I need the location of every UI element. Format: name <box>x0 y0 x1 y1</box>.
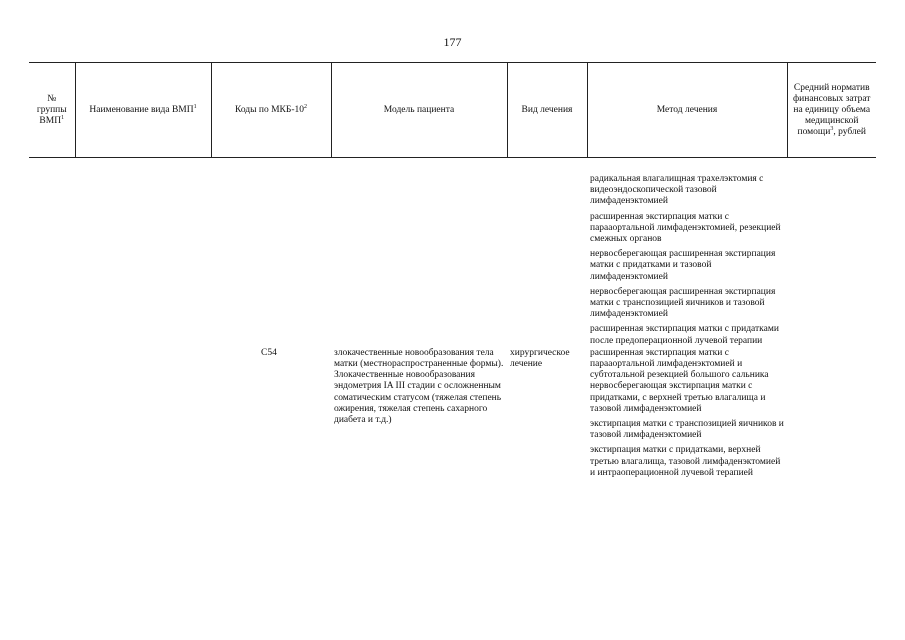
treatment-type-cell: хирургическое лечение <box>510 347 570 370</box>
table-row-top-methods <box>29 174 876 348</box>
page-number: 177 <box>443 35 462 49</box>
header-icd-codes: Коды по МКБ-$10^2$ <box>211 63 331 158</box>
method-item: расширенная экстирпация матки с придатками после предоперационной лучевой терапии <box>590 324 779 346</box>
method-item: нервосберегающая расширенная экстирпация матки с транспозицией яичников и тазовой лимфаденэктомией <box>590 286 776 320</box>
table-row-c54 <box>29 348 876 483</box>
method-item: нервосберегающая расширенная экстирпация матки с придатками и тазовой лимфаденэктомией <box>590 249 776 282</box>
patient-model-cell: злокачественные новообразования тела матки (местнораспространенные формы). Злокачественные новообразования эндометрия IA III стадии с осложненным соматическим статусом (тяжелая степень ожирения, тяжелая степень сахарного диабета и т.д.) <box>334 347 504 426</box>
method-item: экстирпация матки с придатками, верхней третью влагалища, тазовой лимфаденэктомией и интраоперационной лучевой терапией <box>590 445 781 478</box>
header-vmp-name: Наименование вида ВМП$^1$ <box>75 63 211 158</box>
header-treatment-type: Вид лечения <box>507 63 587 158</box>
icd-code-cell: C54 <box>261 347 277 358</box>
method-item: нервосберегающая экстирпация матки с придатками, с верхней третью влагалища и тазовой лимфаденэктомией <box>590 381 766 414</box>
method-item: расширенная экстирпация матки с парааортальной лимфаденэктомией, резекцией смежных органов <box>590 211 781 245</box>
method-item: расширенная экстирпация матки с парааортальной лимфаденэктомией и субтотальной резекцией большого сальника <box>590 347 769 381</box>
header-cost-norm: Средний норматив финансовых затрат на единицу объема медицинской помощи$^3$, рублей <box>787 63 876 158</box>
method-item: радикальная влагалищная трахелэктомия с видеоэндоскопической тазовой лимфаденэктомией <box>590 174 764 207</box>
methods-after-cell <box>587 348 787 483</box>
table-header-row <box>29 63 876 158</box>
header-treatment-method: Метод лечения <box>587 63 787 158</box>
header-group-no: № группы ВМП$^1$ <box>29 63 75 158</box>
header-patient-model: Модель пациента <box>331 63 507 158</box>
vmp-table <box>29 62 876 483</box>
methods-before-cell <box>587 174 787 348</box>
method-item: экстирпация матки с транспозицией яичников и тазовой лимфаденэктомией <box>590 419 784 441</box>
